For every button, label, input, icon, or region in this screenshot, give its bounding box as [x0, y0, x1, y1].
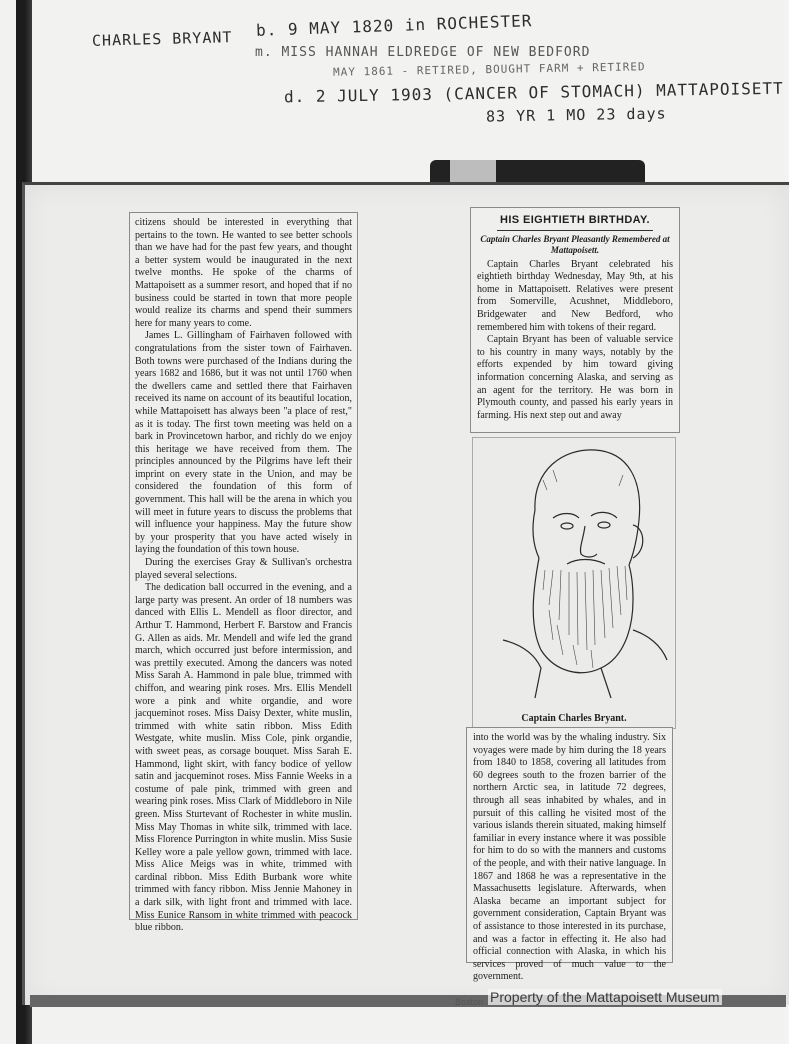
handwritten-birth: b. 9 MAY 1820 in ROCHESTER [255, 11, 533, 40]
article-subhead: Captain Charles Bryant Pleasantly Remembered at Mattapoisett. [480, 233, 670, 255]
handwritten-age: 83 YR 1 MO 23 days [485, 104, 667, 126]
clipping-paragraph: Captain Charles Bryant celebrated his eightieth birthday Wednesday, May 9th, at his home in Mattapoisett. Relatives were present from Somerville, Acushnet, Middleboro, Bridgewater and New Bedford, who remembered him with tokens of their regard. [477, 258, 673, 333]
clipping-paragraph: Captain Bryant has been of valuable service to his country in many ways, notably by the efforts expended by him toward giving information concerning Alaska, and serving as an agent for the territory. He was born in Plymouth county, and passed his early years in farming. His next step out and away [477, 334, 673, 421]
stamp-text: Boston [455, 997, 484, 1007]
article-headline: HIS EIGHTIETH BIRTHDAY. [500, 214, 650, 226]
portrait-caption: Captain Charles Bryant. [521, 713, 627, 725]
newspaper-clipping-dedication [129, 212, 358, 934]
clipping-paragraph: The dedication ball occurred in the evening, and a large party was present. An order of 18 numbers was danced with Ellis L. Mendell as floor director, and Arthur T. Hammond, Herbert F. Barstow and Francis G. Allen as aids. Mr. Mendell and wife led the grand march, which occurred just before intermission, and was prettily executed. Among the dancers was noted Miss Sarah A. Hammond in pale blue, trimmed with chiffon, and wearing pink roses. Mrs. Ellis Mendell wore a pink and white organdie, and wore jacqueminot roses. Miss Daisy Dexter, white muslin, trimmed with white satin ribbon. Miss Edith Westgate, white muslin. Miss Cole, pink organdie, with sweet peas, as corsage bouquet. Miss Sarah E. Hammond, light skirt, with fancy bodice of yellow satin and jacqueminot roses. Miss Fannie Weeks in a costume of pale pink, trimmed with green and wearing pink roses. Miss Clark of Middleboro in Nile green. Miss Sturtevant of Rochester in white muslin. Miss May Thomas in white silk, trimmed with lace. Miss Florence Purrington in white muslin. Miss Susie Kelley wore a pale yellow gown, trimmed with lace. Miss Alice Meigs was in white, trimmed with cardinal ribbon. Miss Edith Burbank wore white trimmed with fancy ribbon. Miss Jennie Mahoney in a dark silk, with light front and trimmed with lace. Miss Eunice Ransom in white trimmed with peacock blue ribbon. [135, 582, 352, 934]
handwritten-marriage: m. MISS HANNAH ELDREDGE OF NEW BEDFORD [255, 45, 591, 60]
headline-rule [497, 230, 653, 231]
portrait-illustration-icon [483, 440, 667, 702]
clipping-paragraph: into the world was by the whaling industry. Six voyages were made by him during the 18 years from 1840 to 1858, covering all latitudes from 60 degrees south to the frozen barrier of the northern Arctic sea, in latitude 72 degrees, through all seas inhabited by whales, and in pursuit of this calling he visited most of the various islands therein situated, making himself familiar in every instance where it was possible for him to do so with the manners and customs of the people, and with their native language. In 1867 and 1868 he was a representative in the Massachusetts legislature. Afterwards, when Alaska became an important subject for government consideration, Captain Bryant was of assistance to those interested in its purchase, and was a factor in effecting it. He also had official connection with Alaska, in which his services proved of much value to the government. [473, 732, 666, 983]
handwritten-notes [0, 0, 786, 170]
handwritten-name: CHARLES BRYANT [91, 28, 233, 50]
newspaper-clipping-continuation [466, 727, 673, 983]
handwritten-death: d. 2 JULY 1903 (CANCER OF STOMACH) MATTAPOISETT [283, 78, 784, 107]
portrait-clipping [472, 437, 676, 729]
newspaper-clipping-birthday [470, 207, 680, 433]
museum-watermark: Property of the Mattapoisett Museum [490, 989, 720, 1005]
clipping-paragraph: citizens should be interested in everything that pertains to the town. He wanted to see better schools than we have had for the past few years, and thought a better system would be inaugurated in the next twelve months. He spoke of the charms of Mattapoisett as a summer resort, and hoped that if no business could be started in town that more people would realize its charms and spend their summers here for many years to come. [135, 217, 352, 329]
clipping-paragraph: James L. Gillingham of Fairhaven followed with congratulations from the sister town of Fairhaven. Both towns were purchased of the Indians during the years 1682 and 1686, but it was not until 1760 when the dwellers came and settled there that Fairhaven received its name on account of its beautiful location, while Mattapoisett has always been "a place of rest," as it is today. The first town meeting was held on a bark in Provincetown harbor, and richly do we enjoy this heritage we have received from them. The principles announced by the Pilgrims have left their imprint on every state in the Union, and may be considered the foundation of this form of government. This hall will be the arena in which you will meet in future years to discuss the problems that will influence your happiness. May the future show by your prosperity that you have acted wisely in laying the foundation of this town house. [135, 330, 352, 556]
clipping-paragraph: During the exercises Gray & Sullivan's orchestra played several selections. [135, 557, 352, 581]
handwritten-marriage-note: MAY 1861 - RETIRED, BOUGHT FARM + RETIRED [332, 60, 646, 79]
